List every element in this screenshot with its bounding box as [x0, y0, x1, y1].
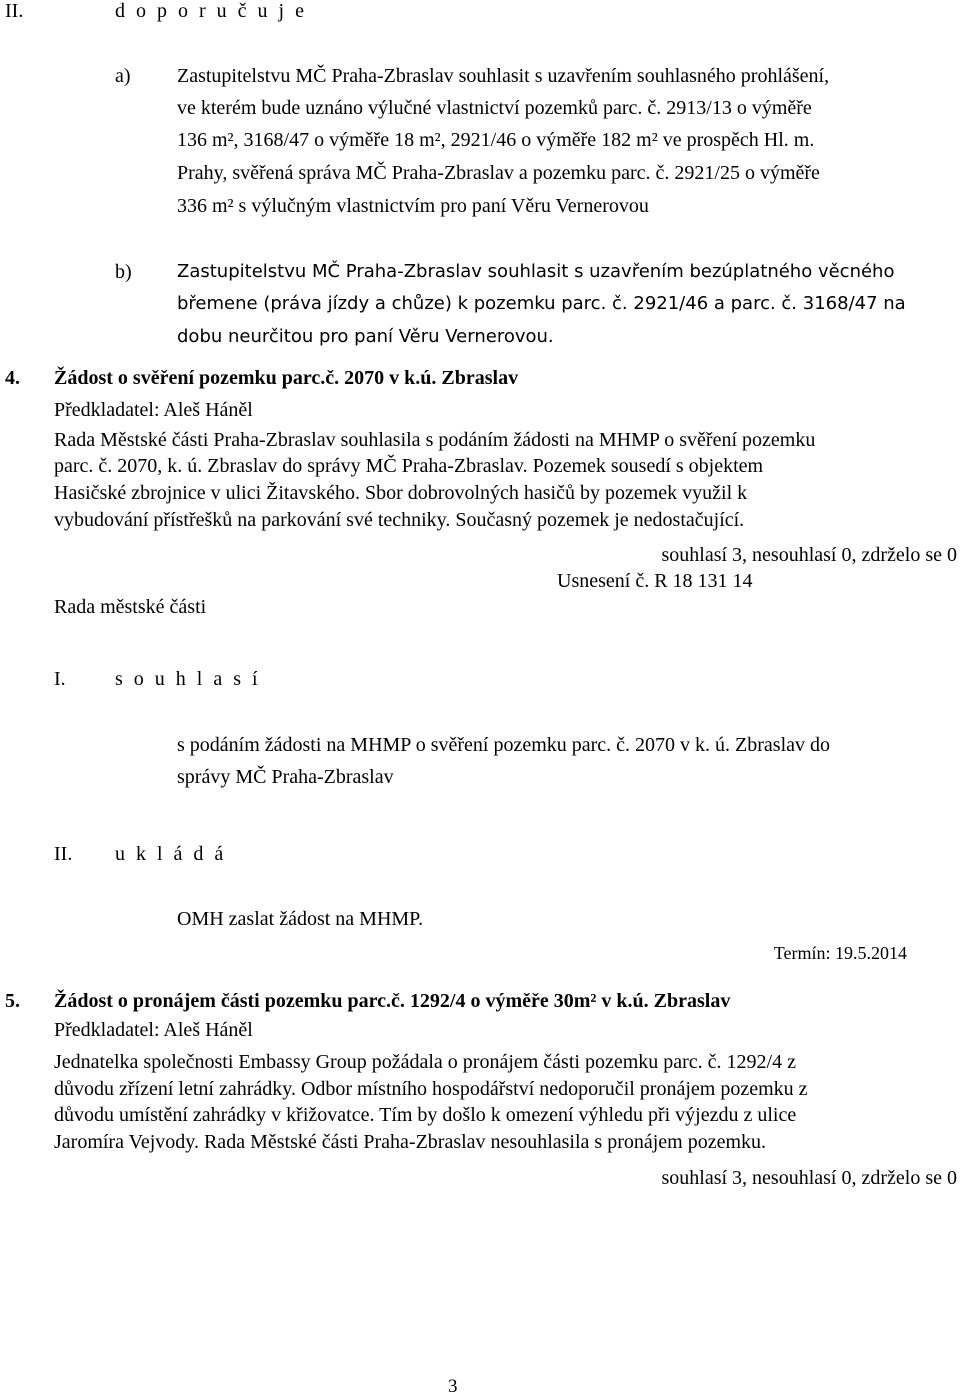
- item-5-number: 5.: [5, 990, 20, 1012]
- item-5-body-line: Jaromíra Vejvody. Rada Městské části Praha-Zbraslav nesouhlasila s pronájem pozemku.: [54, 1131, 767, 1153]
- item-4-body-line: parc. č. 2070, k. ú. Zbraslav do správy MČ Praha-Zbraslav. Pozemek sousedí s objektem: [54, 455, 764, 477]
- section-II-deadline: Termín: 19.5.2014: [773, 943, 907, 963]
- item-5-body-line: důvodu zřízení letní zahrádky. Odbor místního hospodářství nedoporučil pronájem pozemku z: [54, 1078, 808, 1100]
- section-heading: s o u h l a s í: [115, 668, 261, 690]
- item-b-line: dobu neurčitou pro paní Věru Vernerovou.: [177, 326, 554, 347]
- section-heading: u k l á d á: [115, 843, 227, 865]
- item-a-line: 336 m² s výlučným vlastnictvím pro paní Věru Vernerovou: [177, 195, 649, 217]
- item-4-title: Žádost o svěření pozemku parc.č. 2070 v k.ú. Zbraslav: [54, 367, 519, 389]
- item-a-line: Zastupitelstvu MČ Praha-Zbraslav souhlasit s uzavřením souhlasného prohlášení,: [177, 65, 830, 87]
- item-5-presenter: Předkladatel: Aleš Háněl: [54, 1019, 253, 1041]
- item-4-resolution: Usnesení č. R 18 131 14: [557, 570, 753, 592]
- item-4-presenter: Předkladatel: Aleš Háněl: [54, 399, 253, 421]
- item-b-label: b): [115, 261, 132, 283]
- item-4-body-line: vybudování přístřešků na parkování své techniky. Současný pozemek je nedostačující.: [54, 509, 745, 531]
- item-a-line: ve kterém bude uznáno výlučné vlastnictví pozemků parc. č. 2913/13 o výměře: [177, 97, 812, 119]
- item-a-line: Prahy, svěřená správa MČ Praha-Zbraslav a pozemku parc. č. 2921/25 o výměře: [177, 162, 820, 184]
- item-5-vote: souhlasí 3, nesouhlasí 0, zdrželo se 0: [661, 1167, 957, 1189]
- section-II-task: OMH zaslat žádost na MHMP.: [177, 908, 424, 930]
- item-b-line: břemene (práva jízdy a chůze) k pozemku parc. č. 2921/46 a parc. č. 3168/47 na: [177, 293, 906, 314]
- item-4-vote: souhlasí 3, nesouhlasí 0, zdrželo se 0: [661, 544, 957, 566]
- item-4-body-line: Rada Městské části Praha-Zbraslav souhlasila s podáním žádosti na MHMP o svěření pozemku: [54, 429, 816, 451]
- section-numeral: II.: [5, 0, 24, 22]
- item-4-body-line: Hasičské zbrojnice v ulici Žitavského. Sbor dobrovolných hasičů by pozemek využil k: [54, 482, 748, 504]
- item-5-body-line: důvodu umístění zahrádky v křižovatce. Tím by došlo k omezení výhledu při výjezdu z ulice: [54, 1104, 797, 1126]
- item-4-council: Rada městské části: [54, 596, 207, 618]
- item-4-number: 4.: [5, 367, 20, 389]
- section-I-line: s podáním žádosti na MHMP o svěření pozemku parc. č. 2070 v k. ú. Zbraslav do: [177, 734, 831, 756]
- item-a-line: 136 m², 3168/47 o výměře 18 m², 2921/46 o výměře 182 m² ve prospěch Hl. m.: [177, 129, 815, 151]
- page-number: 3: [448, 1376, 458, 1397]
- item-5-title: Žádost o pronájem části pozemku parc.č. 1292/4 o výměře 30m² v k.ú. Zbraslav: [54, 990, 731, 1012]
- section-I-line: správy MČ Praha-Zbraslav: [177, 766, 394, 788]
- section-numeral: II.: [54, 843, 73, 865]
- section-numeral: I.: [54, 668, 66, 690]
- item-b-line: Zastupitelstvu MČ Praha-Zbraslav souhlasit s uzavřením bezúplatného věcného: [177, 261, 895, 282]
- section-heading: d o p o r u č u j e: [115, 0, 307, 22]
- item-a-label: a): [115, 65, 131, 87]
- item-5-body-line: Jednatelka společnosti Embassy Group požádala o pronájem části pozemku parc. č. 1292/4 z: [54, 1051, 796, 1073]
